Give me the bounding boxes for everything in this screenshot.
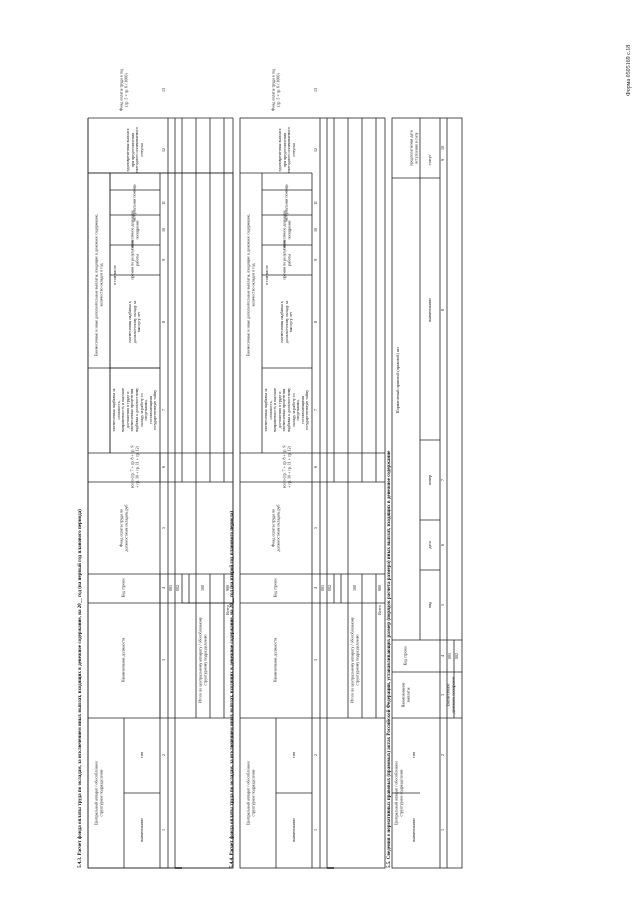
t544-col-8: 8 [313, 321, 318, 323]
t55-row-payment: Ежемесячное денежное поощрение [445, 676, 455, 714]
t543-head-code: Код строки [120, 578, 126, 598]
t544-head-position: Наименование должности [272, 637, 278, 683]
t543-head-dept: Центральный аппарат / обособленное структурное подразделение [93, 760, 103, 826]
t544-head-c10: ежемесячное денежное поощрение [281, 210, 291, 250]
t55-row-code-2: 002 [454, 653, 459, 659]
t544-col-10: 10 [313, 228, 318, 232]
t55-head-act-name: наименование [427, 297, 432, 323]
t544-head-c9: премии по результатам работы [281, 240, 291, 280]
t544-col-6: 6 [313, 466, 318, 468]
t544-col-13: 13 [313, 88, 318, 92]
t544-head-total: всего (гр. 7 + гр. 8 + гр. 9 + гр. 10 + гр. 11 + гр. 12) [281, 445, 291, 489]
t55-head-status: статус [427, 154, 432, 166]
form-code: Форма 0505169 с.18 [626, 44, 632, 96]
t543-head-c10: ежемесячное денежное поощрение [129, 210, 139, 250]
t544-head-type: тип [291, 751, 296, 759]
t55-col-4: 4 [440, 655, 445, 657]
t543-col-12: 12 [161, 148, 166, 152]
t544-total-label: Всего [377, 605, 382, 615]
t55-head-name: наименование [411, 817, 416, 843]
t543-col-10: 10 [161, 228, 166, 232]
t55-col-2: 2 [440, 754, 445, 756]
t543-head-type: тип [139, 751, 144, 759]
t55-col-3: 3 [440, 694, 445, 696]
t55-head-number: номер [427, 474, 432, 486]
t543-total-apparatus-code: 100 [200, 585, 205, 591]
t544-col-1: 1 [313, 829, 318, 831]
t543-head-total: всего (гр. 7 + гр. 8 + гр. 9 + гр. 10 + гр. 11 + гр. 12) [129, 445, 139, 489]
t55-head-dept: Центральный аппарат / обособленное структурное подразделение [393, 760, 403, 826]
t543-total-apparatus: Итого по центральному аппарату / обособленному структурному подразделению [197, 617, 207, 703]
t544-total-code: 900 [377, 585, 382, 591]
t55-head-kind: вид [427, 601, 432, 609]
t544-row-code-2: 002 [327, 585, 332, 591]
t55-col-9: 9 [440, 159, 445, 161]
t55-head-act: Нормативный правовой (правовой) акт [395, 346, 400, 414]
t543-col-8: 8 [161, 321, 166, 323]
t543-col-6: 6 [161, 466, 166, 468]
t544-col-12: 12 [313, 148, 318, 152]
t544-head-name: наименование [291, 817, 296, 843]
t544-col-5: 5 [313, 527, 318, 529]
t543-col-9: 9 [161, 259, 166, 261]
t543-col-4: 4 [161, 587, 166, 589]
t543-head-position: Наименование должности [120, 637, 126, 683]
t543-col-11: 11 [161, 201, 166, 205]
t544-col-2: 2 [313, 754, 318, 756]
t55-col-5: 5 [440, 604, 445, 606]
t544-col-9: 9 [313, 259, 318, 261]
t543-total-label: Всего [225, 605, 230, 615]
t543-col-7: 7 [161, 409, 166, 411]
t543-col-5: 5 [161, 527, 166, 529]
t544-head-dept: Центральный аппарат / обособленное структурное подразделение [245, 760, 255, 826]
t543-col-13: 13 [161, 88, 166, 92]
t543-head-c9: премии по результатам работы [129, 240, 139, 280]
t55-head-code: Код строки [402, 646, 408, 666]
t55-col-6: 6 [440, 544, 445, 546]
t543-head-c11: материальная помощь [131, 184, 137, 222]
section-title-55: 5.5. Сведения о нормативных правовых (правовых) актах Российской Федерации, устанавливающих размер (порядок расчета размера) иных выплат, входящих в денежное содержание [387, 450, 392, 868]
t543-total-code: 900 [225, 585, 230, 591]
t543-head-including: в том числе [112, 265, 117, 285]
t543-head-c13: Фонд оплаты труда в год (гр. 5 × гр. 6 / 1000) [118, 68, 128, 112]
t544-col-4: 4 [313, 587, 318, 589]
t544-head-c7: ежемесячная надбавка за сложность, напряженность и высокие достижения в труде и ежемесячная процентная надбавка к должностному окладу за работу со сведениями, составляющими государственную тайну [263, 387, 310, 433]
t543-row-code-1: 001 [168, 585, 173, 591]
t544-head-c8: ежемесячная надбавка к должностному окладу за выслугу лет [279, 300, 294, 344]
t544-head-c13: Фонд оплаты труда в год (гр. 5 × гр. 6 / 1000) [270, 68, 280, 112]
t544-head-fund: Фонд оплаты труда по должностным окладам, руб [270, 504, 280, 552]
t55-head-type: тип [411, 751, 416, 759]
t55-head-date: дата [427, 541, 432, 549]
t543-head-other: Ежемесячные и иные дополнительные выплаты, входящие в денежное содержание, количество окладов в год [93, 213, 103, 357]
t544-head-c12: единовременная выплата при предоставлении ежегодного оплачиваемого отпуска [276, 127, 296, 173]
t544-head-c11: материальная помощь [283, 184, 289, 222]
t55-col-1: 1 [440, 829, 445, 831]
t543-col-1: 1 [161, 829, 166, 831]
t543-col-3: 3 [161, 659, 166, 661]
t55-col-10: 10 [440, 146, 445, 150]
t544-col-11: 11 [313, 201, 318, 205]
t55-head-status-date: предполагаемая дата вступления в силу [408, 130, 418, 166]
t544-head-including: в том числе [264, 265, 269, 285]
t543-head-name: наименование [139, 817, 144, 843]
t55-row-code-1: 001 [447, 653, 452, 659]
t544-row-code-1: 001 [320, 585, 325, 591]
t55-col-8: 8 [440, 309, 445, 311]
t543-head-c12: единовременная выплата при предоставлении ежегодного оплачиваемого отпуска [124, 127, 144, 173]
t544-total-apparatus-code: 100 [352, 585, 357, 591]
t544-total-apparatus: Итого по центральному аппарату / обособленному структурному подразделению [349, 617, 359, 703]
t544-col-3: 3 [313, 659, 318, 661]
section-title-543: 5.4.3. Расчет фонда оплаты труда по окладам, за исключением иных выплат, входящих в денежное содержание, на 20__ год (на первый год планового периода) [78, 509, 83, 868]
t543-head-fund: Фонд оплаты труда по должностным окладам, руб [118, 504, 128, 552]
t543-head-c8: ежемесячная надбавка к должностному окладу за выслугу лет [127, 300, 142, 344]
t544-col-7: 7 [313, 409, 318, 411]
t544-head-code: Код строки [272, 578, 278, 598]
t55-head-payment: Наименование выплаты [400, 682, 410, 708]
t543-head-c7: ежемесячная надбавка за сложность, напряженность и высокие достижения в труде и ежемесячная процентная надбавка к должностному окладу за работу со сведениями, составляющими государственную тайну [111, 387, 158, 433]
t544-head-other: Ежемесячные и иные дополнительные выплаты, входящие в денежное содержание, количество окладов в год [245, 213, 255, 357]
t543-col-2: 2 [161, 754, 166, 756]
t55-col-7: 7 [440, 479, 445, 481]
t543-row-code-2: 002 [175, 585, 180, 591]
section-title-544: 5.4.4. Расчет фонда оплаты труда по окладам, за исключением иных выплат, входящих в денежное содержание, на 20__ год (на второй год планового периода) [230, 510, 235, 868]
